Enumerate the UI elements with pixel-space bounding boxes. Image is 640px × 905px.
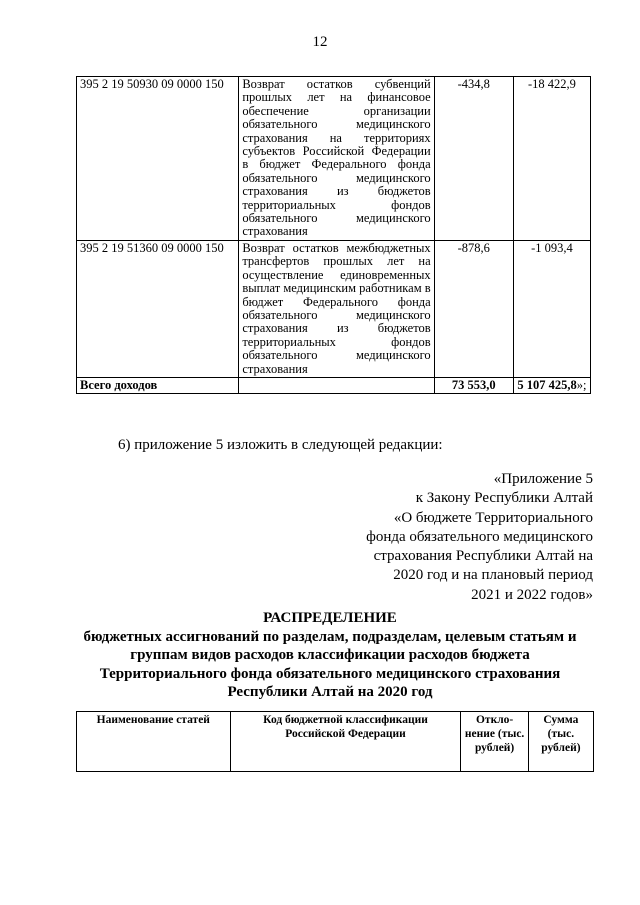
total-value: -1 093,4: [513, 240, 590, 377]
page-number: 12: [312, 34, 328, 50]
header-sum: Сумма (тыс. рублей): [528, 712, 593, 772]
budget-code: 395 2 19 50930 09 0000 150: [77, 77, 239, 241]
header-item-name: Наименование статей: [77, 712, 231, 772]
change-value: -434,8: [434, 77, 513, 241]
appendix-reference: [366, 470, 593, 605]
appendix-line: «О бюджете Территориального: [393, 509, 593, 526]
budget-code: 395 2 19 51360 09 0000 150: [77, 240, 239, 377]
amendment-paragraph: 6) приложение 5 изложить в следующей редакции:: [118, 437, 443, 453]
appendix-line: страхования Республики Алтай на: [373, 548, 593, 565]
table-row: [77, 77, 591, 241]
income-table: [76, 76, 591, 394]
row-description: Возврат остатков субвенций прошлых лет на финансовое обеспечение организации обязательного медицинского страхования на территориях субъектов Российской Федерации в бюджет Федерального фонда обязательного медицинского страхования из бюджетов территориальных фондов обязательного медицинского страхования: [239, 77, 434, 241]
appendix-line: фонда обязательного медицинского: [366, 528, 593, 545]
heading-line: бюджетных ассигнований по разделам, подразделам, целевым статьям и: [83, 628, 577, 645]
total-change: 73 553,0: [434, 377, 513, 393]
header-deviation: Откло-нение (тыс. рублей): [461, 712, 528, 772]
distribution-heading: [60, 609, 600, 702]
appendix-line: 2021 и 2022 годов»: [471, 586, 593, 603]
table-header-row: [77, 712, 594, 772]
distribution-table: [76, 711, 594, 772]
appendix-line: к Закону Республики Алтай: [415, 490, 593, 507]
heading-line: группам видов расходов классификации расходов бюджета: [130, 647, 530, 663]
appendix-line: 2020 год и на плановый период: [393, 567, 593, 584]
heading-title: РАСПРЕДЕЛЕНИЕ: [263, 610, 397, 626]
heading-line: Республики Алтай на 2020 год: [227, 684, 433, 700]
grand-total: 5 107 425,8»;: [513, 377, 590, 393]
table-row: [77, 240, 591, 377]
total-value: -18 422,9: [513, 77, 590, 241]
appendix-line: «Приложение 5: [493, 471, 593, 487]
row-description: Возврат остатков межбюджетных трансфертов прошлых лет на осуществление единовременных выплат медицинским работникам в бюджет Федерального фонда обязательного медицинского страхования из бюджетов территориальных фондов обязательного медицинского страхования: [239, 240, 434, 377]
change-value: -878,6: [434, 240, 513, 377]
total-label: Всего доходов: [77, 377, 239, 393]
total-row: [77, 377, 591, 393]
heading-line: Территориального фонда обязательного медицинского страхования: [99, 665, 561, 682]
empty-cell: [239, 377, 434, 393]
header-budget-code: Код бюджетной классификации Российской Федерации: [230, 712, 461, 772]
